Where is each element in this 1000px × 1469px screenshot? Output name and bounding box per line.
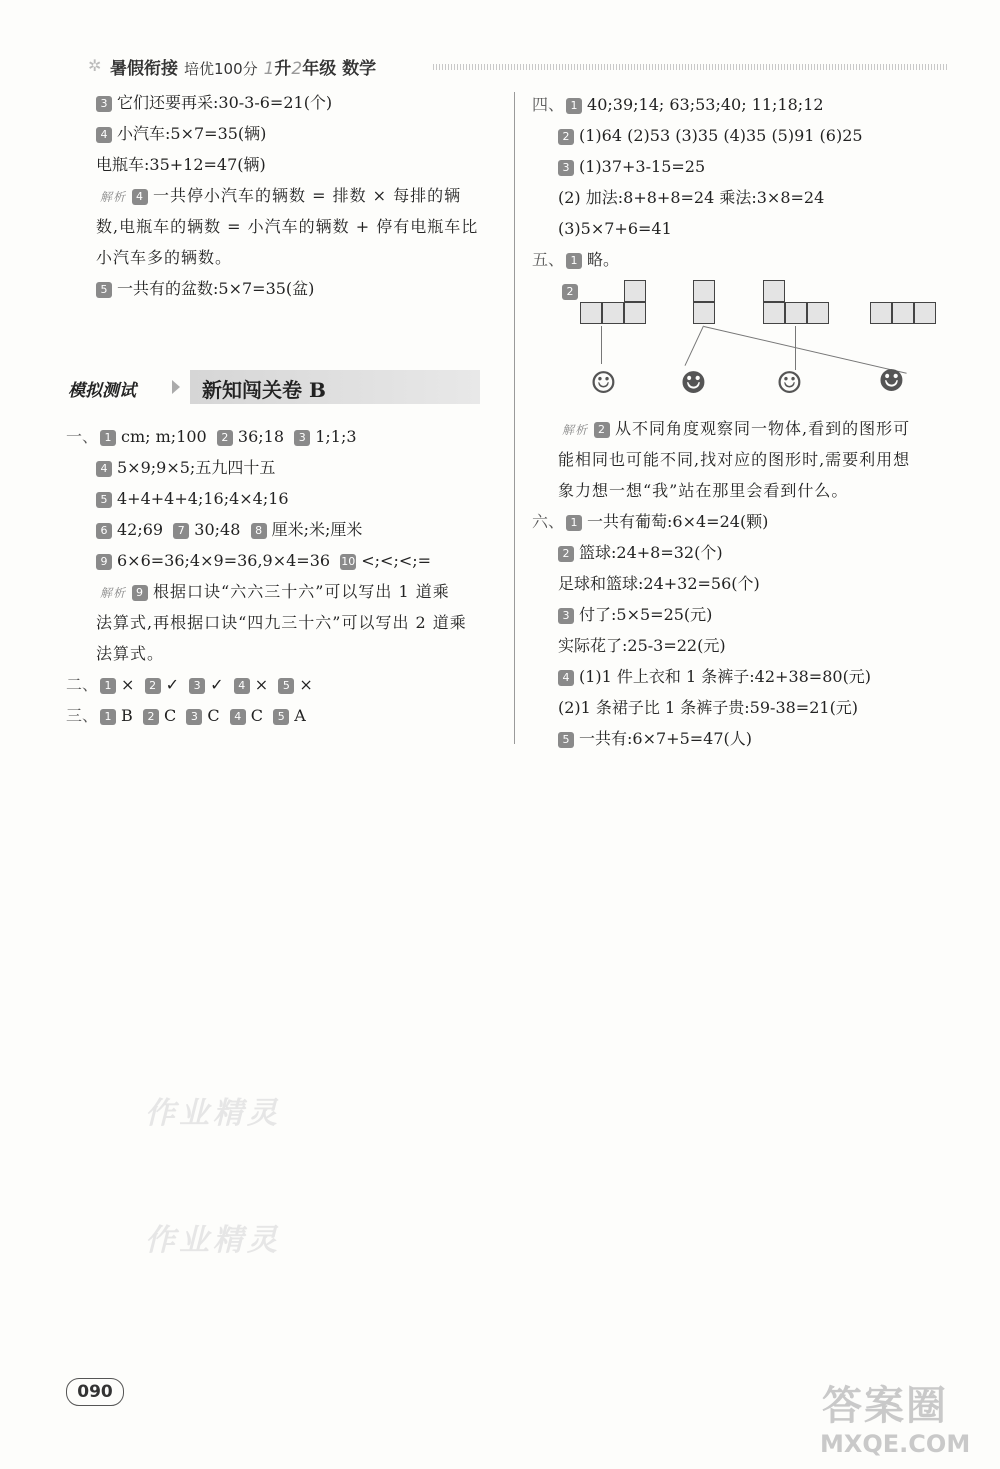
cube-face — [763, 302, 785, 324]
connector-line — [704, 326, 907, 374]
cube-face — [580, 302, 602, 324]
cube-face — [624, 302, 646, 324]
brand-logo-text: 答案圈 — [822, 1383, 948, 1429]
answer-line: 5 4+4+4+4;16;4×4;16 — [96, 489, 289, 509]
cube-face — [693, 302, 715, 324]
cube-face — [807, 302, 829, 324]
cube-face — [624, 280, 646, 302]
analysis-line: 解析 2 从不同角度观察同一物体,看到的图形可 — [562, 419, 911, 438]
animal-figure-icon: ☻ — [878, 364, 905, 399]
answer-line: 3 付了:5×5=25(元) — [558, 605, 712, 625]
running-header — [88, 54, 948, 80]
answer-line: 二、 1 × 2 ✓ 3 ✓ 4 × 5 × — [66, 675, 313, 694]
watermark: 作业精灵 — [145, 1096, 281, 1131]
cube-face — [602, 302, 624, 324]
answer-line: (3)5×7+6=41 — [558, 219, 672, 238]
answer-line: 四、 1 40;39;14; 63;53;40; 11;18;12 — [532, 95, 824, 114]
connector-line — [601, 326, 602, 364]
answer-line: 3 (1)37+3-15=25 — [558, 157, 705, 177]
analysis-line: 法算式。 — [96, 644, 165, 663]
cube-face — [763, 280, 785, 302]
child-figure-icon: ☺ — [590, 366, 617, 401]
answer-line: 5 一共有:6×7+5=47(人) — [558, 729, 752, 749]
test-title: 新知闯关卷 B — [202, 378, 326, 402]
answer-line: 4 (1)1 件上衣和 1 条裤子:42+38=80(元) — [558, 667, 871, 687]
analysis-line: 解析 9 根据口诀“六六三十六”可以写出 1 道乘 — [100, 582, 450, 601]
triangle-arrow-icon — [172, 380, 180, 394]
answer-line: 六、 1 一共有葡萄:6×4=24(颗) — [532, 512, 769, 531]
answer-line: 4 5×9;9×5;五九四十五 — [96, 458, 275, 478]
brand-logo — [818, 1374, 971, 1464]
answer-line: 4 小汽车:5×7=35(辆) — [96, 124, 266, 144]
animal-figure-icon: ☺ — [776, 366, 803, 401]
analysis-line: 能相同也可能不同,找对应的图形时,需要利用想 — [558, 450, 911, 469]
analysis-line: 解析 4 一共停小汽车的辆数 = 排数 × 每排的辆 — [100, 186, 462, 205]
answer-line: 足球和篮球:24+32=56(个) — [558, 574, 760, 593]
cube-face — [870, 302, 892, 324]
cube-face — [914, 302, 936, 324]
connector-line — [795, 326, 796, 370]
header-rule — [433, 64, 948, 70]
page-number: 090 — [66, 1378, 124, 1406]
connector-line — [684, 326, 704, 366]
answer-line: 一、 1 cm; m;100 2 36;18 3 1;1;3 — [66, 427, 357, 446]
brand-logo-domain: MXQE.COM — [820, 1430, 971, 1458]
test-label: 模拟测试 — [68, 381, 136, 401]
header-title: 暑假衔接 培优100分 1升2年级 数学 — [110, 59, 377, 79]
answer-line: 9 6×6=36;4×9=36,9×4=36 10 <;<;<;= — [96, 551, 431, 571]
column-divider — [514, 92, 515, 744]
analysis-line: 数,电瓶车的辆数 = 小汽车的辆数 + 停有电瓶车比 — [96, 217, 479, 236]
answer-line: 实际花了:25-3=22(元) — [558, 636, 726, 655]
question-number: 2 — [562, 281, 583, 301]
star-icon: ✲ — [88, 56, 102, 75]
child-figure-icon: ☻ — [680, 366, 707, 401]
cube-face — [693, 280, 715, 302]
analysis-line: 象力想一想“我”站在那里会看到什么。 — [558, 481, 849, 500]
answer-line: 5 一共有的盆数:5×7=35(盆) — [96, 279, 314, 299]
cube-face — [785, 302, 807, 324]
answer-line: 三、 1 B 2 C 3 C 4 C 5 A — [66, 706, 306, 725]
answer-line: 五、 1 略。 — [532, 250, 620, 269]
analysis-line: 小汽车多的辆数。 — [96, 248, 233, 267]
cube-face — [892, 302, 914, 324]
answer-line: 2 篮球:24+8=32(个) — [558, 543, 723, 563]
view-matching-diagram — [560, 278, 960, 413]
watermark: 作业精灵 — [145, 1223, 281, 1258]
answer-line: 电瓶车:35+12=47(辆) — [96, 155, 266, 174]
answer-line: 3 它们还要再采:30-3-6=21(个) — [96, 93, 332, 113]
test-heading — [68, 370, 480, 404]
answer-line: (2)1 条裙子比 1 条裤子贵:59-38=21(元) — [558, 698, 859, 717]
answer-line: (2) 加法:8+8+8=24 乘法:3×8=24 — [558, 188, 825, 207]
answer-line: 2 (1)64 (2)53 (3)35 (4)35 (5)91 (6)25 — [558, 126, 863, 146]
analysis-line: 法算式,再根据口诀“四九三十六”可以写出 2 道乘 — [96, 613, 467, 632]
answer-line: 6 42;69 7 30;48 8 厘米;米;厘米 — [96, 520, 362, 540]
